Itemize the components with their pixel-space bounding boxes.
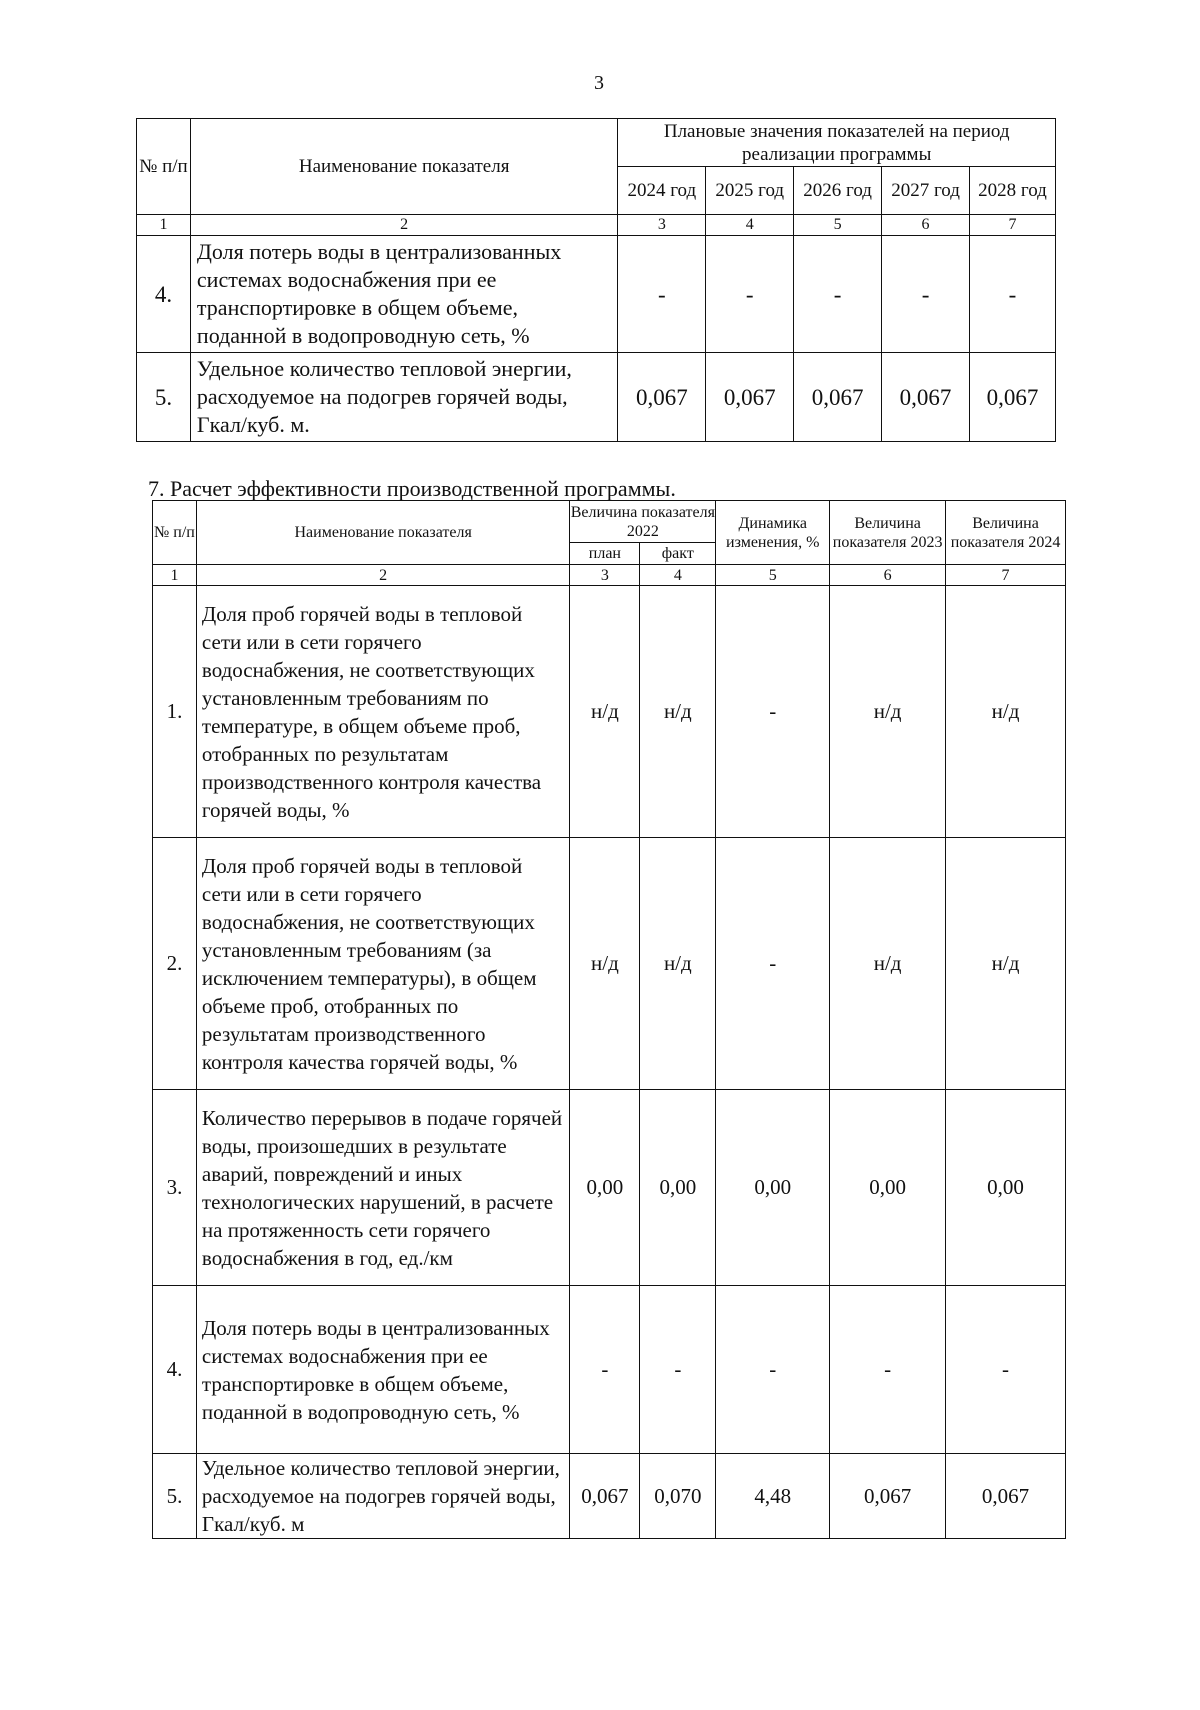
indicator-name: Доля проб горячей воды в тепловой сети или в сети горячего водоснабжения, не соответствующих установленным требованиям (за исключением температуры), в общем объеме проб, отобранных по результатам производственного контроля качества горячей воды, % xyxy=(196,838,570,1090)
value-cell: 0,00 xyxy=(716,1090,830,1286)
header-year: 2027 год xyxy=(882,167,970,215)
value-cell: - xyxy=(970,236,1056,353)
header-name: Наименование показателя xyxy=(196,501,570,565)
table-row xyxy=(153,838,1066,1090)
table-row xyxy=(153,1454,1066,1539)
value-cell: 0,067 xyxy=(830,1454,946,1539)
header-dynamics: Динамика изменения, % xyxy=(716,501,830,565)
value-cell: - xyxy=(716,1286,830,1454)
value-cell: - xyxy=(570,1286,640,1454)
header-year: 2024 год xyxy=(618,167,706,215)
column-number: 3 xyxy=(570,565,640,586)
value-cell: н/д xyxy=(570,586,640,838)
header-value-2024: Величина показателя 2024 xyxy=(946,501,1066,565)
header-value-2022: Величина показателя 2022 xyxy=(570,501,716,543)
indicator-name: Удельное количество тепловой энергии, расходуемое на подогрев горячей воды, Гкал/куб. м. xyxy=(190,353,617,442)
row-number: 2. xyxy=(153,838,197,1090)
column-number: 7 xyxy=(970,215,1056,236)
header-year: 2025 год xyxy=(706,167,794,215)
row-number: 4. xyxy=(153,1286,197,1454)
column-number: 5 xyxy=(716,565,830,586)
value-cell: н/д xyxy=(570,838,640,1090)
planned-values-table xyxy=(136,118,1056,442)
column-number: 7 xyxy=(946,565,1066,586)
section-title: 7. Расчет эффективности производственной программы. xyxy=(148,476,676,501)
page-number: 3 xyxy=(594,72,604,94)
column-number: 5 xyxy=(794,215,882,236)
value-cell: 4,48 xyxy=(716,1454,830,1539)
value-cell: 0,067 xyxy=(794,353,882,442)
column-number: 2 xyxy=(196,565,570,586)
table-row xyxy=(153,586,1066,838)
value-cell: 0,067 xyxy=(882,353,970,442)
row-number: 3. xyxy=(153,1090,197,1286)
table-row xyxy=(153,1090,1066,1286)
header-planned-group: Плановые значения показателей на период реализации программы xyxy=(618,119,1056,167)
value-cell: 0,067 xyxy=(946,1454,1066,1539)
table-row xyxy=(137,353,1056,442)
column-number: 6 xyxy=(830,565,946,586)
indicator-name: Доля потерь воды в централизованных системах водоснабжения при ее транспортировке в общем объеме, поданной в водопроводную сеть, % xyxy=(190,236,617,353)
column-number: 6 xyxy=(882,215,970,236)
row-number: 5. xyxy=(153,1454,197,1539)
table-row xyxy=(153,1286,1066,1454)
column-number: 4 xyxy=(706,215,794,236)
value-cell: - xyxy=(706,236,794,353)
header-year: 2028 год xyxy=(970,167,1056,215)
value-cell: 0,00 xyxy=(570,1090,640,1286)
header-name: Наименование показателя xyxy=(190,119,617,215)
value-cell: н/д xyxy=(830,838,946,1090)
value-cell: 0,070 xyxy=(640,1454,716,1539)
value-cell: - xyxy=(618,236,706,353)
indicator-name: Количество перерывов в подаче горячей воды, произошедших в результате аварий, повреждений и иных технологических нарушений, в расчете на протяженность сети горячего водоснабжения в год, ед./км xyxy=(196,1090,570,1286)
column-number: 3 xyxy=(618,215,706,236)
column-number: 1 xyxy=(137,215,191,236)
value-cell: - xyxy=(946,1286,1066,1454)
value-cell: 0,067 xyxy=(570,1454,640,1539)
value-cell: 0,067 xyxy=(706,353,794,442)
value-cell: 0,00 xyxy=(946,1090,1066,1286)
column-number: 1 xyxy=(153,565,197,586)
table-row xyxy=(137,236,1056,353)
value-cell: - xyxy=(830,1286,946,1454)
column-number: 2 xyxy=(190,215,617,236)
efficiency-table xyxy=(152,500,1066,1539)
value-cell: - xyxy=(640,1286,716,1454)
indicator-name: Доля проб горячей воды в тепловой сети или в сети горячего водоснабжения, не соответствующих установленным требованиям по температуре, в общем объеме проб, отобранных по результатам производственного контроля качества горячей воды, % xyxy=(196,586,570,838)
row-number: 4. xyxy=(137,236,191,353)
header-value-2023: Величина показателя 2023 xyxy=(830,501,946,565)
value-cell: 0,00 xyxy=(830,1090,946,1286)
value-cell: 0,067 xyxy=(970,353,1056,442)
value-cell: 0,067 xyxy=(618,353,706,442)
value-cell: н/д xyxy=(640,586,716,838)
value-cell: 0,00 xyxy=(640,1090,716,1286)
indicator-name: Удельное количество тепловой энергии, расходуемое на подогрев горячей воды, Гкал/куб. м xyxy=(196,1454,570,1539)
value-cell: - xyxy=(794,236,882,353)
value-cell: - xyxy=(882,236,970,353)
value-cell: н/д xyxy=(946,838,1066,1090)
value-cell: н/д xyxy=(830,586,946,838)
header-fact: факт xyxy=(640,543,716,565)
indicator-name: Доля потерь воды в централизованных системах водоснабжения при ее транспортировке в общем объеме, поданной в водопроводную сеть, % xyxy=(196,1286,570,1454)
value-cell: н/д xyxy=(640,838,716,1090)
value-cell: - xyxy=(716,586,830,838)
row-number: 1. xyxy=(153,586,197,838)
header-no: № п/п xyxy=(137,119,191,215)
column-number: 4 xyxy=(640,565,716,586)
value-cell: н/д xyxy=(946,586,1066,838)
header-no: № п/п xyxy=(153,501,197,565)
header-plan: план xyxy=(570,543,640,565)
row-number: 5. xyxy=(137,353,191,442)
value-cell: - xyxy=(716,838,830,1090)
header-year: 2026 год xyxy=(794,167,882,215)
